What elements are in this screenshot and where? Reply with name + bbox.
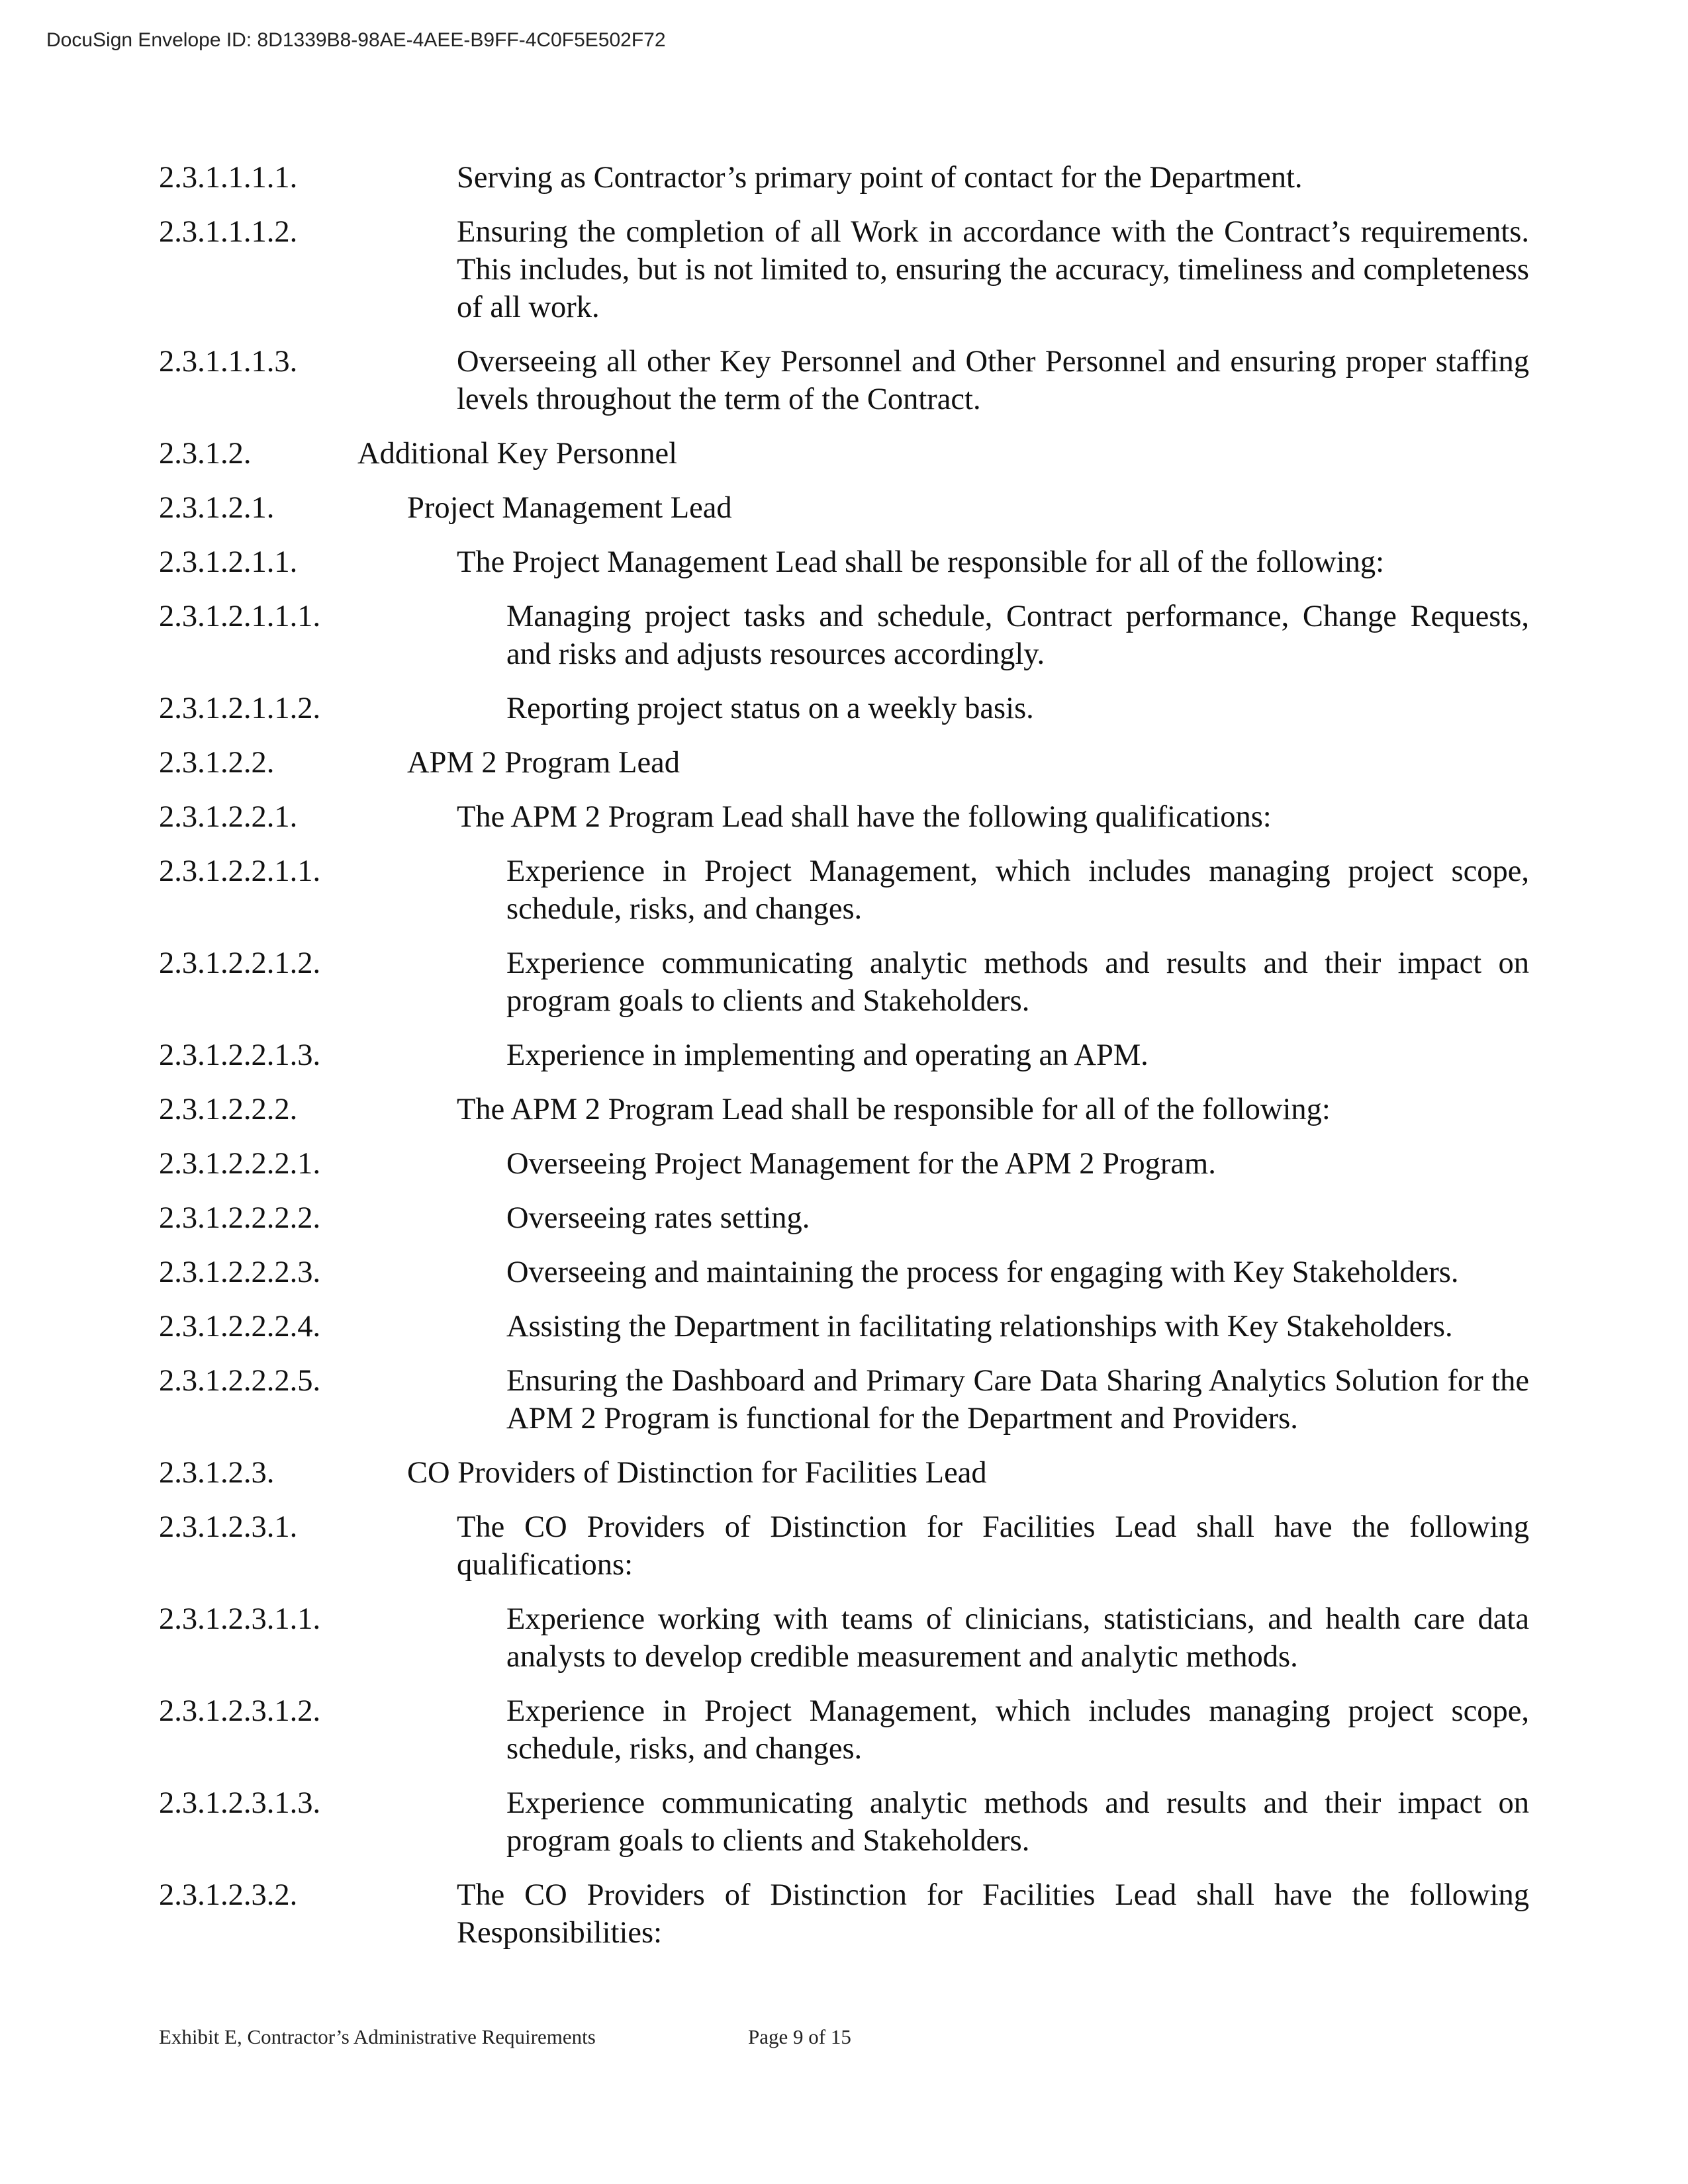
subsection-heading xyxy=(159,744,1529,782)
list-item xyxy=(159,1508,1529,1584)
item-number: 2.3.1.2.3.1. xyxy=(159,1510,298,1544)
item-text: The CO Providers of Distinction for Facilities Lead shall have the following Responsibilities: xyxy=(457,1878,1529,1950)
list-item xyxy=(159,159,1529,197)
item-number: 2.3.1.2.2.1.2. xyxy=(159,946,321,980)
list-item xyxy=(159,798,1529,836)
item-text: Experience communicating analytic methods and results and their impact on program goals to clients and Stakeholders. xyxy=(506,946,1529,1018)
item-text: The CO Providers of Distinction for Facilities Lead shall have the following qualifications: xyxy=(457,1510,1529,1582)
item-number: 2.3.1.1.1.1. xyxy=(159,161,298,195)
list-item xyxy=(159,1091,1529,1128)
item-text: CO Providers of Distinction for Facilities Lead xyxy=(407,1456,987,1490)
item-text: Ensuring the Dashboard and Primary Care Data Sharing Analytics Solution for the APM 2 Program is functional for the Department and Providers. xyxy=(506,1364,1529,1435)
section-heading xyxy=(159,435,1529,473)
item-text: Experience in Project Management, which includes managing project scope, schedule, risks, and changes. xyxy=(506,1694,1529,1766)
item-number: 2.3.1.2.1.1.1. xyxy=(159,600,321,633)
item-text: Reporting project status on a weekly basis. xyxy=(506,692,1034,725)
item-text: Experience working with teams of clinicians, statisticians, and health care data analysts to develop credible measurement and analytic methods. xyxy=(506,1602,1529,1674)
item-number: 2.3.1.2.2.2.4. xyxy=(159,1310,321,1343)
list-item xyxy=(159,598,1529,673)
item-number: 2.3.1.2.2. xyxy=(159,746,275,780)
item-text: Overseeing Project Management for the APM 2 Program. xyxy=(506,1147,1216,1181)
item-number: 2.3.1.2.2.1.3. xyxy=(159,1038,321,1072)
item-text: Managing project tasks and schedule, Contract performance, Change Requests, and risks and adjusts resources accordingly. xyxy=(506,600,1529,671)
item-number: 2.3.1.2.3.1.3. xyxy=(159,1786,321,1820)
item-text: APM 2 Program Lead xyxy=(407,746,680,780)
subsection-heading xyxy=(159,489,1529,527)
list-item xyxy=(159,1145,1529,1183)
list-item xyxy=(159,944,1529,1020)
list-item xyxy=(159,343,1529,418)
item-number: 2.3.1.2.2.1.1. xyxy=(159,854,321,888)
envelope-id: DocuSign Envelope ID: 8D1339B8-98AE-4AEE-B9FF-4C0F5E502F72 xyxy=(46,29,666,51)
item-number: 2.3.1.2.3. xyxy=(159,1456,275,1490)
list-item xyxy=(159,1600,1529,1676)
item-text: Ensuring the completion of all Work in accordance with the Contract’s requirements. This includes, but is not limited to, ensuring the accuracy, timeliness and completeness of all work. xyxy=(457,215,1529,324)
list-item xyxy=(159,1308,1529,1345)
list-item xyxy=(159,213,1529,326)
item-text: The APM 2 Program Lead shall be responsible for all of the following: xyxy=(457,1093,1331,1126)
item-text: Experience in Project Management, which includes managing project scope, schedule, risks, and changes. xyxy=(506,854,1529,926)
item-text: Experience in implementing and operating an APM. xyxy=(506,1038,1149,1072)
page-number: Page 9 of 15 xyxy=(748,2025,851,2048)
list-item xyxy=(159,1362,1529,1437)
list-item xyxy=(159,1692,1529,1768)
list-item xyxy=(159,1784,1529,1860)
item-number: 2.3.1.2.3.2. xyxy=(159,1878,298,1912)
item-text: The Project Management Lead shall be responsible for all of the following: xyxy=(457,545,1385,579)
item-number: 2.3.1.2.2.2.5. xyxy=(159,1364,321,1398)
list-item xyxy=(159,852,1529,928)
list-item xyxy=(159,1253,1529,1291)
list-item xyxy=(159,543,1529,581)
item-number: 2.3.1.2.1.1.2. xyxy=(159,692,321,725)
item-number: 2.3.1.1.1.3. xyxy=(159,345,298,379)
item-text: Serving as Contractor’s primary point of contact for the Department. xyxy=(457,161,1303,195)
item-text: Additional Key Personnel xyxy=(357,437,678,471)
list-item xyxy=(159,1199,1529,1237)
item-text: Project Management Lead xyxy=(407,491,732,525)
item-number: 2.3.1.2.3.1.1. xyxy=(159,1602,321,1636)
item-text: Assisting the Department in facilitating relationships with Key Stakeholders. xyxy=(506,1310,1453,1343)
list-item xyxy=(159,1876,1529,1952)
item-number: 2.3.1.2. xyxy=(159,437,252,471)
item-number: 2.3.1.1.1.2. xyxy=(159,215,298,249)
list-item xyxy=(159,1036,1529,1074)
item-number: 2.3.1.2.2.1. xyxy=(159,800,298,834)
list-item xyxy=(159,690,1529,727)
item-number: 2.3.1.2.1.1. xyxy=(159,545,298,579)
item-text: The APM 2 Program Lead shall have the following qualifications: xyxy=(457,800,1272,834)
item-number: 2.3.1.2.3.1.2. xyxy=(159,1694,321,1728)
item-text: Overseeing rates setting. xyxy=(506,1201,810,1235)
document-body xyxy=(159,159,1529,1968)
item-number: 2.3.1.2.2.2.3. xyxy=(159,1255,321,1289)
item-text: Experience communicating analytic methods and results and their impact on program goals to clients and Stakeholders. xyxy=(506,1786,1529,1858)
item-number: 2.3.1.2.2.2.2. xyxy=(159,1201,321,1235)
item-text: Overseeing all other Key Personnel and Other Personnel and ensuring proper staffing levels throughout the term of the Contract. xyxy=(457,345,1529,416)
item-text: Overseeing and maintaining the process for engaging with Key Stakeholders. xyxy=(506,1255,1459,1289)
footer-title: Exhibit E, Contractor’s Administrative Requirements xyxy=(159,2025,596,2048)
item-number: 2.3.1.2.1. xyxy=(159,491,275,525)
item-number: 2.3.1.2.2.2.1. xyxy=(159,1147,321,1181)
item-number: 2.3.1.2.2.2. xyxy=(159,1093,298,1126)
subsection-heading xyxy=(159,1454,1529,1492)
